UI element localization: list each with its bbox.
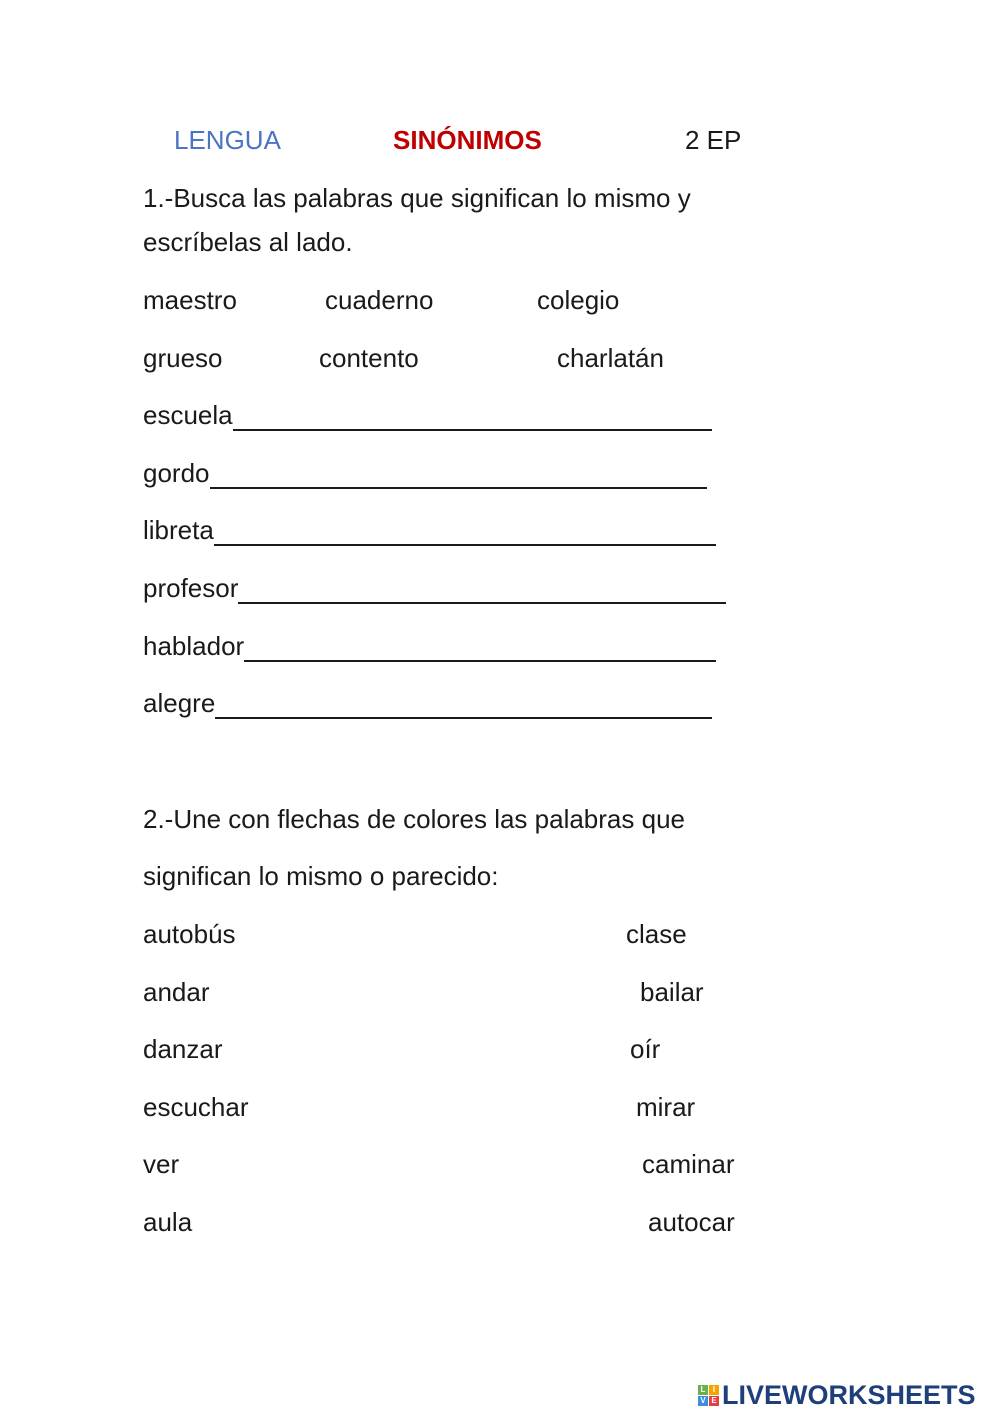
worksheet-title: SINÓNIMOS xyxy=(393,125,542,155)
word-bank-item: colegio xyxy=(537,285,620,315)
subject-label: LENGUA xyxy=(174,125,281,155)
word-bank-item: maestro xyxy=(143,285,237,315)
fill-word: escuela xyxy=(143,400,233,430)
answer-blank[interactable] xyxy=(215,691,712,719)
match-left-item[interactable]: danzar xyxy=(143,1034,223,1064)
match-right-item[interactable]: oír xyxy=(630,1034,661,1064)
liveworksheets-logo xyxy=(698,1380,976,1411)
exercise2-instruction: 2.-Une con flechas de colores las palabras que xyxy=(143,804,685,834)
match-right-item[interactable]: bailar xyxy=(640,977,704,1007)
fill-row xyxy=(143,572,726,604)
word-bank-item: cuaderno xyxy=(325,285,434,315)
answer-blank[interactable] xyxy=(214,518,716,546)
badge-letter: V xyxy=(698,1396,708,1406)
fill-row xyxy=(143,399,712,431)
fill-row xyxy=(143,687,712,719)
match-right-item[interactable]: caminar xyxy=(642,1149,735,1179)
exercise1-instruction-cont: escríbelas al lado. xyxy=(143,227,353,257)
answer-blank[interactable] xyxy=(210,461,708,489)
grade-label: 2 EP xyxy=(685,125,742,155)
word-bank-item: contento xyxy=(319,343,419,373)
fill-row xyxy=(143,514,716,546)
answer-blank[interactable] xyxy=(238,576,726,604)
match-right-item[interactable]: clase xyxy=(626,919,687,949)
match-right-item[interactable]: autocar xyxy=(648,1207,735,1237)
word-bank-item: charlatán xyxy=(557,343,664,373)
match-left-item[interactable]: aula xyxy=(143,1207,193,1237)
match-left-item[interactable]: andar xyxy=(143,977,210,1007)
match-right-item[interactable]: mirar xyxy=(636,1092,696,1122)
match-left-item[interactable]: escuchar xyxy=(143,1092,249,1122)
logo-text: LIVEWORKSHEETS xyxy=(722,1380,976,1410)
fill-word: profesor xyxy=(143,573,239,603)
fill-word: alegre xyxy=(143,688,216,718)
answer-blank[interactable] xyxy=(233,403,712,431)
fill-word: hablador xyxy=(143,631,245,661)
answer-blank[interactable] xyxy=(244,634,716,662)
fill-row xyxy=(143,630,716,662)
exercise2-instruction-cont: significan lo mismo o parecido: xyxy=(143,861,499,891)
match-left-item[interactable]: ver xyxy=(143,1149,180,1179)
badge-letter: L xyxy=(698,1385,708,1395)
exercise1-instruction: 1.-Busca las palabras que significan lo mismo y xyxy=(143,183,691,213)
match-left-item[interactable]: autobús xyxy=(143,919,236,949)
badge-letter: I xyxy=(709,1385,719,1395)
fill-row xyxy=(143,457,707,489)
word-bank-item: grueso xyxy=(143,343,223,373)
logo-badge-icon xyxy=(698,1385,719,1406)
fill-word: libreta xyxy=(143,515,214,545)
badge-letter: E xyxy=(709,1396,719,1406)
fill-word: gordo xyxy=(143,458,210,488)
